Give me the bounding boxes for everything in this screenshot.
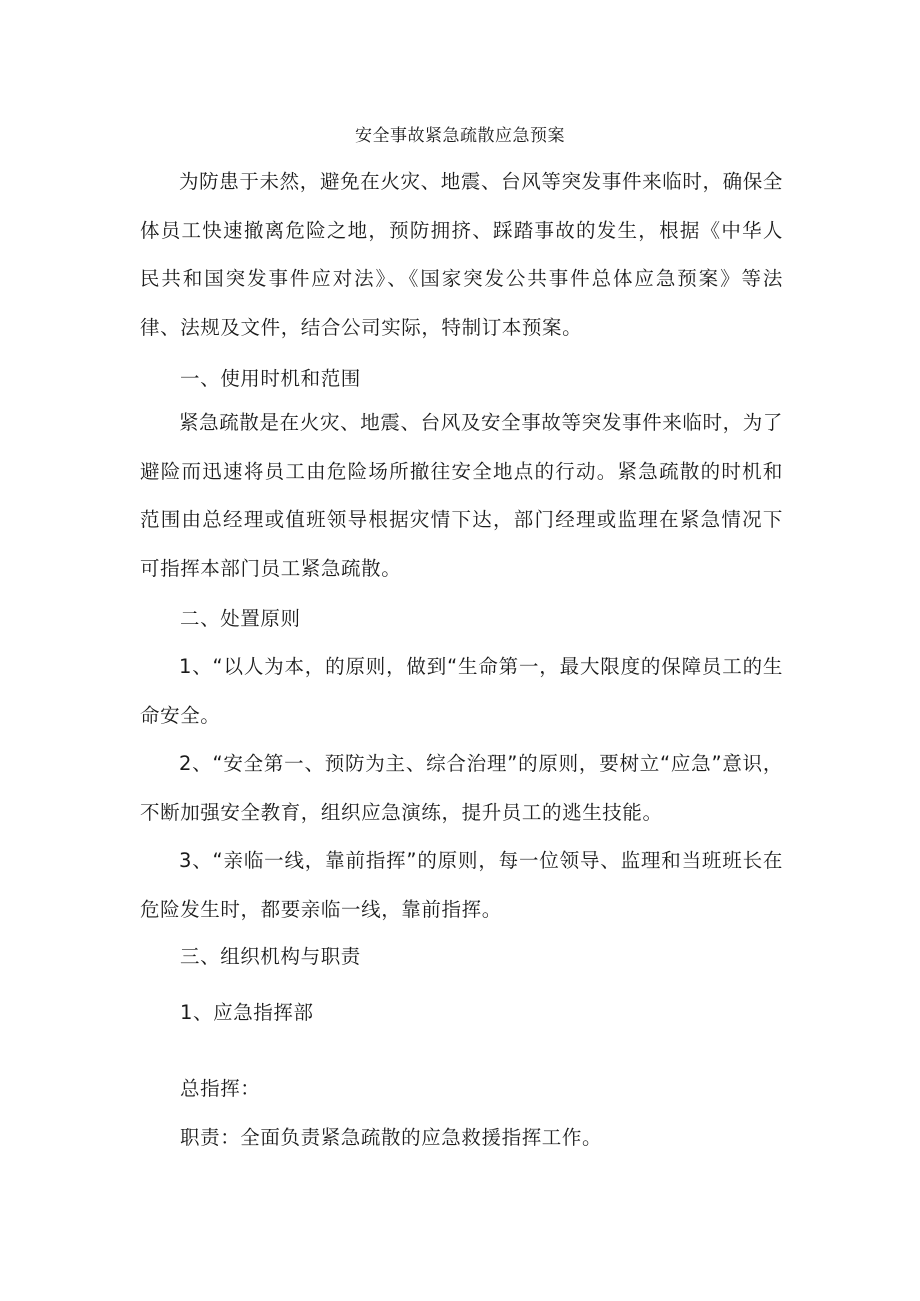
section1-body: 紧急疏散是在火灾、地震、台风及安全事故等突发事件来临时，为了避险而迅速将员工由危险场所撤往安全地点的行动。紧急疏散的时机和范围由总经理或值班领导根据灾情下达，部门经理或监理在紧急情况下可指挥本部门员工紧急疏散。	[140, 411, 783, 580]
document-title: 安全事故紧急疏散应急预案	[355, 126, 565, 146]
section1-heading: 一、使用时机和范围	[180, 367, 361, 390]
principle-item-3: 3、“亲临一线，靠前指挥”的原则，每一位领导、监理和当班班长在危险发生时，都要亲临一线，靠前指挥。	[140, 849, 783, 921]
principle-item-2: 2、“安全第一、预防为主、综合治理”的原则，要树立“应急”意识，不断加强安全教育，组织应急演练，提升员工的逃生技能。	[140, 752, 783, 824]
section2-heading: 二、处置原则	[180, 607, 301, 630]
principle-item-1: 1、“以人为本，的原则，做到“生命第一，最大限度的保障员工的生命安全。	[140, 655, 783, 727]
section3-sub-heading: 1、应急指挥部	[180, 1001, 314, 1024]
commander-label: 总指挥：	[180, 1077, 261, 1100]
commander-duty: 职责：全面负责紧急疏散的应急救援指挥工作。	[180, 1126, 603, 1149]
section3-heading: 三、组织机构与职责	[180, 945, 361, 968]
intro-paragraph: 为防患于未然，避免在火灾、地震、台风等突发事件来临时，确保全体员工快速撤离危险之地，预防拥挤、踩踏事故的发生，根据《中华人民共和国突发事件应对法》、《国家突发公共事件总体应急预案》等法律、法规及文件，结合公司实际，特制订本预案。	[140, 170, 783, 339]
